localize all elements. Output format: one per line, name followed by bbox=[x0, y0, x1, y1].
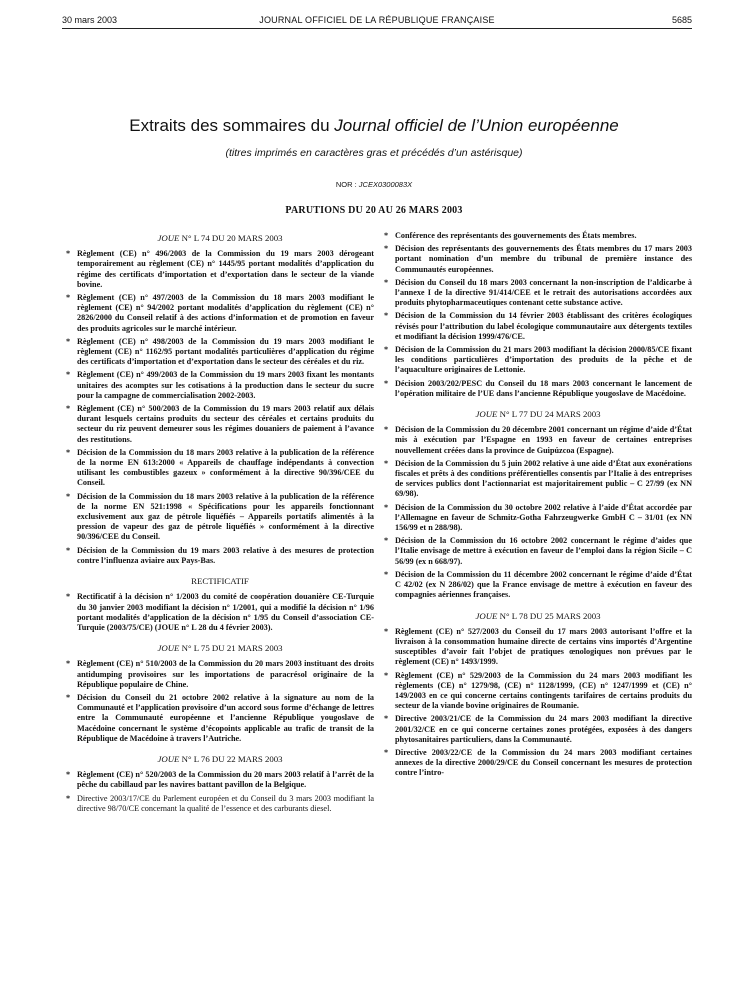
asterisk-marker: * bbox=[384, 425, 389, 435]
summary-entry bbox=[384, 278, 692, 309]
summary-entry bbox=[384, 503, 692, 534]
nor-reference bbox=[0, 180, 748, 189]
section-heading bbox=[384, 409, 692, 419]
section-reference: N° L 77 DU 24 MARS 2003 bbox=[497, 409, 601, 420]
asterisk-marker: * bbox=[384, 244, 389, 254]
section-heading bbox=[66, 754, 374, 764]
entry-text: Directive 2003/17/CE du Parlement européen et du Conseil du 3 mars 2003 modifiant la directive 98/70/CE concernant la qualité de l’essence et des carburants diesel. bbox=[77, 793, 374, 813]
entry-text: Décision de la Commission du 20 décembre 2001 concernant un régime d’aide d’État mis à exécution par l’Espagne en 1993 en faveur de certaines entreprises nouvellement créées dans la province de Guipúzcoa (Espagne). bbox=[395, 425, 692, 455]
entry-text: Décision du Conseil du 21 octobre 2002 relative à la signature au nom de la Communauté et l’application provisoire d’un accord sous forme d’échange de lettres entre la Communauté européenne et l’ancienne République yougoslave de Macédoine concernant le système d’écopoints applicable au trafic de transit de la République de Macédoine à travers l’Autriche. bbox=[77, 692, 374, 743]
subtitle: (titres imprimés en caractères gras et précédés d’un astérisque) bbox=[225, 147, 523, 159]
summary-entry bbox=[66, 337, 374, 368]
entry-text: Directive 2003/22/CE de la Commission du 24 mars 2003 modifiant certaines annexes de la directive 2000/29/CE du Conseil concernant les mesures de protection contre l’intro- bbox=[395, 747, 692, 778]
summary-entry bbox=[66, 293, 374, 334]
summary-entry bbox=[66, 592, 374, 633]
asterisk-marker: * bbox=[384, 670, 389, 680]
entry-text: Règlement (CE) n° 529/2003 de la Commission du 24 mars 2003 modifiant les règlements (CE) n° 1279/98, (CE) n° 1128/1999, (CE) n° 1247/1999 et (CE) n° 149/2003 en ce qui concerne certains contingents tarifaires de certains produits du secteur de la viande bovine originaires de Roumanie. bbox=[395, 670, 692, 711]
entry-text: Règlement (CE) n° 500/2003 de la Commission du 19 mars 2003 relatif aux délais durant lesquels certains produits du secteur des céréales et certains produits du secteur du riz peuvent demeurer sous les régimes douaniers de paiement à l’avance des restitutions. bbox=[77, 404, 374, 444]
section-heading bbox=[66, 576, 374, 586]
summary-entry bbox=[384, 345, 692, 376]
asterisk-marker: * bbox=[384, 747, 389, 757]
entry-text: Décision de la Commission du 5 juin 2002 relative à une aide d’État aux exonérations fiscales et prêts à des conditions préférentielles consentis par l’Italie à des entreprises de services publics dont l’actionnariat est majoritairement public – C 27/99 (ex NN 69/98). bbox=[395, 458, 692, 499]
entry-text: Décision des représentants des gouvernements des États membres du 17 mars 2003 portant nomination d’un membre du tribunal de première instance des Communautés européennes. bbox=[395, 244, 692, 274]
asterisk-marker: * bbox=[384, 378, 389, 388]
asterisk-marker: * bbox=[66, 370, 71, 380]
section-heading bbox=[66, 233, 374, 243]
asterisk-marker: * bbox=[384, 714, 389, 724]
entry-text: Règlement (CE) n° 520/2003 de la Commission du 20 mars 2003 relatif à l’arrêt de la pêche du cabillaud par les navires battant pavillon de la Belgique. bbox=[77, 770, 374, 790]
asterisk-marker: * bbox=[66, 404, 71, 414]
nor-label: NOR : bbox=[335, 180, 357, 189]
section-reference: N° L 74 DU 20 MARS 2003 bbox=[179, 233, 283, 243]
header-date: 30 mars 2003 bbox=[62, 15, 118, 25]
right-column bbox=[384, 231, 692, 782]
summary-entry bbox=[66, 404, 374, 445]
asterisk-marker: * bbox=[66, 491, 71, 501]
summary-entry bbox=[66, 770, 374, 790]
asterisk-marker: * bbox=[384, 569, 389, 579]
asterisk-marker: * bbox=[384, 311, 389, 321]
summary-entry bbox=[384, 536, 692, 567]
summary-entry bbox=[384, 570, 692, 601]
entry-text: Décision de la Commission du 16 octobre 2002 concernant le régime d’aides que l’Italie envisage de mettre à exécution en faveur de l’emploi dans la région Sicile – C 56/99 (ex n 668/97). bbox=[395, 536, 692, 566]
summary-entry bbox=[66, 249, 374, 290]
entry-text: Règlement (CE) n° 510/2003 de la Commission du 20 mars 2003 instituant des droits antidumping provisoires sur les importations de paracrésol originaire de la République populaire de Chine. bbox=[77, 659, 374, 689]
nor-code: JCEX0300083X bbox=[358, 180, 413, 189]
summary-entry bbox=[384, 425, 692, 456]
entry-text: Règlement (CE) n° 499/2003 de la Commission du 19 mars 2003 fixant les montants unitaires des acomptes sur les cotisations à la production dans le secteur du sucre pour la campagne de commercialisation 2002-2003. bbox=[77, 370, 374, 400]
section-reference: RECTIFICATIF bbox=[191, 576, 249, 587]
section-heading bbox=[66, 643, 374, 653]
entry-text: Décision de la Commission du 18 mars 2003 relative à la publication de la référence de la norme EN 521:1998 « Spécifications pour les appareils fonctionnant exclusivement aux gaz de pétrole liquéfiés – Appareils portatifs alimentés à la pression de vapeur des gaz de pétrole liquéfiés » conformément à la directive 90/396/CEE du Conseil. bbox=[77, 491, 374, 542]
main-title-italic: Journal officiel de l’Union européenne bbox=[334, 116, 619, 135]
main-title-prefix: Extraits des sommaires du bbox=[129, 116, 335, 135]
summary-entry bbox=[384, 311, 692, 342]
asterisk-marker: * bbox=[384, 277, 389, 287]
entry-text: Règlement (CE) n° 496/2003 de la Commission du 19 mars 2003 dérogeant temporairement au règlement (CE) n° 1445/95 portant modalités d’application du régime des certificats d’importation et d’exportation dans le secteur de la viande bovine. bbox=[77, 249, 374, 289]
asterisk-marker: * bbox=[66, 249, 71, 259]
summary-entry bbox=[66, 693, 374, 744]
summary-entry bbox=[66, 794, 374, 814]
summary-entry bbox=[66, 370, 374, 401]
entry-text: Décision du Conseil du 18 mars 2003 concernant la non-inscription de l’aldicarbe à l’annexe I de la directive 91/414/CEE et le retrait des autorisations accordées aux produits phytopharmaceutiques contenant cette substance active. bbox=[395, 277, 692, 308]
section-reference: N° L 78 DU 25 MARS 2003 bbox=[497, 610, 601, 621]
entry-text: Décision de la Commission du 30 octobre 2002 relative à l’aide d’État accordée par l’Allemagne en faveur de Schmitz-Gotha Fahrzeugwerke GmbH C – 31/01 (ex NN 156/99 et n 288/98). bbox=[395, 502, 692, 533]
header-page-number: 5685 bbox=[671, 15, 692, 25]
section-journal-label: JOUE bbox=[475, 409, 498, 420]
entry-text: Décision de la Commission du 19 mars 2003 relative à des mesures de protection contre l’influenza aviaire aux Pays-Bas. bbox=[77, 545, 374, 565]
summary-entry bbox=[384, 244, 692, 275]
section-reference: N° L 76 DU 22 MARS 2003 bbox=[179, 753, 283, 764]
entry-text: Règlement (CE) n° 527/2003 du Conseil du 17 mars 2003 autorisant l’offre et la livraison à la consommation humaine directe de certains vins importés d’Argentine susceptibles d’avoir fait l’objet de pratiques œnologiques non prévues par le règlement (CE) n° 1493/1999. bbox=[395, 626, 692, 667]
entry-text: Décision de la Commission du 21 mars 2003 modifiant la décision 2000/85/CE fixant les conditions particulières d’importation des produits de la pêche et de l’aquaculture originaires de Lettonie. bbox=[395, 345, 692, 375]
asterisk-marker: * bbox=[66, 447, 71, 457]
section-journal-label: JOUE bbox=[157, 643, 180, 654]
summary-entry bbox=[384, 671, 692, 712]
section-reference: N° L 75 DU 21 MARS 2003 bbox=[179, 643, 283, 654]
asterisk-marker: * bbox=[384, 536, 389, 546]
main-title bbox=[0, 116, 748, 136]
summary-entry bbox=[66, 448, 374, 489]
asterisk-marker: * bbox=[66, 293, 71, 303]
asterisk-marker: * bbox=[384, 231, 389, 240]
asterisk-marker: * bbox=[66, 793, 71, 803]
summary-entry bbox=[384, 714, 692, 745]
asterisk-marker: * bbox=[384, 345, 389, 355]
entry-text: Rectificatif à la décision n° 1/2003 du comité de coopération douanière CE-Turquie du 30 janvier 2003 modifiant la décision n° 1/2001, qui a modifié la décision n° 1/96 portant modalités d’application de la décision n° 1/95 du Conseil d’association CE-Turquie (2003/75/CE) (JOUE n° L 28 du 4 février 2003). bbox=[77, 592, 374, 632]
parutions-heading: PARUTIONS DU 20 AU 26 MARS 2003 bbox=[285, 205, 463, 216]
entry-text: Directive 2003/21/CE de la Commission du 24 mars 2003 modifiant la directive 2001/32/CE en ce qui concerne certaines zones protégées, exposées à des dangers phytosanitaires particuliers, dans la Communauté. bbox=[395, 714, 692, 744]
asterisk-marker: * bbox=[66, 770, 71, 780]
asterisk-marker: * bbox=[384, 626, 389, 636]
section-journal-label: JOUE bbox=[157, 233, 180, 243]
header-journal-title: JOURNAL OFFICIEL DE LA RÉPUBLIQUE FRANÇAISE bbox=[259, 15, 495, 25]
summary-entry bbox=[66, 546, 374, 566]
asterisk-marker: * bbox=[66, 659, 71, 669]
left-column bbox=[66, 231, 374, 817]
section-journal-label: JOUE bbox=[157, 753, 180, 764]
asterisk-marker: * bbox=[384, 458, 389, 468]
summary-entry bbox=[66, 659, 374, 690]
summary-entry bbox=[384, 748, 692, 779]
entry-text: Décision de la Commission du 14 février 2003 établissant des critères écologiques révisés pour l’attribution du label écologique communautaire aux détergents textiles et modifiant la décision 1999/476/CE. bbox=[395, 311, 692, 341]
page-header bbox=[62, 12, 692, 28]
asterisk-marker: * bbox=[66, 545, 71, 555]
entry-text: Décision de la Commission du 18 mars 2003 relative à la publication de la référence de la norme EN 613:2000 « Appareils de chauffage indépendants à convection utilisant les combustibles gazeux » conformément à la directive 90/396/CEE du Conseil. bbox=[77, 447, 374, 488]
asterisk-marker: * bbox=[384, 502, 389, 512]
entry-text: Conférence des représentants des gouvernements des États membres. bbox=[395, 231, 637, 240]
section-journal-label: JOUE bbox=[475, 610, 498, 621]
asterisk-marker: * bbox=[66, 336, 71, 346]
asterisk-marker: * bbox=[66, 592, 71, 602]
summary-entry bbox=[384, 231, 692, 241]
entry-text: Décision de la Commission du 11 décembre 2002 concernant le régime d’aide d’État C 42/02 (ex N 286/02) que la France envisage de mettre à exécution en faveur des compagnies aériennes françaises. bbox=[395, 569, 692, 600]
header-rule bbox=[62, 28, 692, 29]
asterisk-marker: * bbox=[66, 692, 71, 702]
summary-entry bbox=[384, 379, 692, 399]
entry-text: Règlement (CE) n° 498/2003 de la Commission du 19 mars 2003 modifiant le règlement (CE) n° 1162/95 portant modalités particulières d’application du régime des certificats d’importation et d’exportation dans le secteur des céréales et du riz. bbox=[77, 336, 374, 367]
summary-entry bbox=[66, 492, 374, 543]
summary-entry bbox=[384, 627, 692, 668]
summary-entry bbox=[384, 459, 692, 500]
entry-text: Décision 2003/202/PESC du Conseil du 18 mars 2003 concernant le lancement de l’opération militaire de l’UE dans l’ancienne République yougoslave de Macédoine. bbox=[395, 378, 692, 398]
entry-text: Règlement (CE) n° 497/2003 de la Commission du 18 mars 2003 modifiant le règlement (CE) n° 94/2002 portant modalités d’application du règlement (CE) n° 2826/2000 du Conseil relatif à des actions d’information et de promotion en faveur des produits agricoles sur le marché intérieur. bbox=[77, 293, 374, 333]
section-heading bbox=[384, 611, 692, 621]
